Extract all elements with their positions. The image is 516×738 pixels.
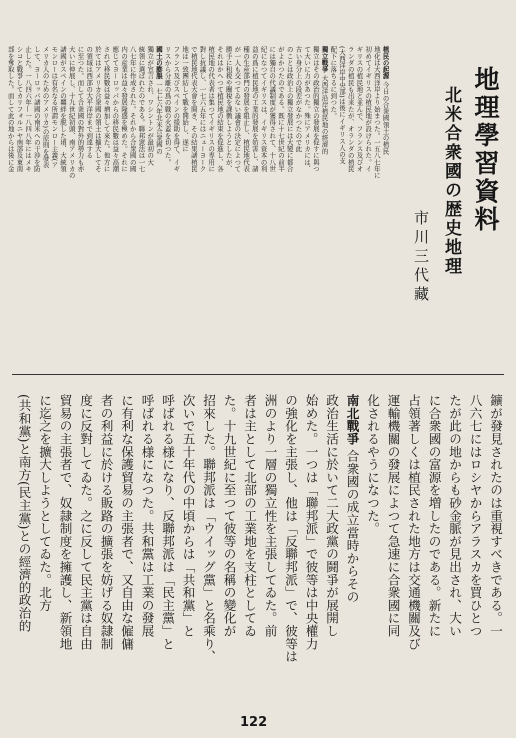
column-text: 一七七六年北米合衆國の	[154, 79, 163, 155]
document-subtitle: 北米合衆國の歴史地理	[441, 86, 461, 276]
text-column: 部を奪取した。而して此の地からは後に金	[6, 46, 15, 172]
section-heading: 植民の起源	[381, 46, 390, 80]
text-column: (大西洋岸中央部)は後にイギリス人の支	[338, 46, 346, 165]
text-column: 於てはアメリカ合衆國の領土は擴大してそ	[93, 46, 102, 172]
text-column: 呼ばれる様になつた。共和黨は工業の發展	[139, 394, 155, 638]
text-column: の領域は西部の大平洋岸まで到達する	[85, 46, 94, 159]
text-column: 次いで五十年代の中頃からは「共和黨」と	[180, 394, 196, 638]
text-column: 占領著しくは植民された地方は交通機關及び	[406, 394, 421, 650]
text-column: 應じてヨーロッパからの移民數は益々高潮	[111, 46, 120, 172]
text-column: に合衆國の富源を増したのである。新たに	[426, 394, 442, 638]
text-column: ランダの植民も出来たが、オランダの植民	[346, 46, 355, 172]
text-column: の強化を主張し、他は「反聯邦派」で、彼等は	[283, 394, 298, 663]
text-column: フランス及びスペインの援助を得て、イギ	[172, 46, 181, 172]
document-title: 地理學習資料	[471, 66, 500, 234]
text-column: 種の生産部門の發展を阻止し、植民地代表	[242, 46, 251, 172]
text-column: 鑛が發見されたのは重視すべきである。一	[488, 394, 503, 638]
text-column: 洲のより一層の獨立性を主張してゐた。前	[262, 394, 278, 638]
text-column: 地化は大西洋岸より始まつた。一五八七年に	[372, 46, 381, 179]
text-column: が一人も交つてゐない議會の決定によつて	[233, 46, 242, 172]
text-column: 獨立が宣言され、ワシントンが最初の大	[146, 46, 155, 166]
top-text-band	[6, 46, 394, 346]
text-column: 大いに伸展し、十九世紀初頭、南アメリカの	[67, 46, 76, 179]
text-column: 勝手に租税や關稅を課徴しようとしたが、	[224, 46, 233, 172]
text-column: 化されるやうになつた。	[365, 394, 380, 535]
section-heading: 國土の膨脹	[154, 46, 163, 80]
text-column: 貿易の主張者で、奴隷制度を擁護し、新領地	[57, 394, 73, 650]
text-column: た。十九世紀に至つて彼等の名稱の變化が	[221, 394, 237, 638]
text-column: 植民地の代表者は集つてイギリスの専用に	[207, 46, 216, 172]
column-text: 今日の合衆國領土の植民	[381, 79, 390, 155]
bottom-text-band	[12, 394, 504, 724]
text-column: ギリスの植民地と並んで、フランス及びオ	[355, 46, 364, 172]
text-column: 八六七にはロシヤからアラスカを買ひとつ	[467, 394, 483, 638]
text-column: 配下に落ちるに到つた。	[329, 46, 338, 119]
text-column: 八七年に作成された。それから合衆國の國	[128, 46, 137, 172]
text-column: 者の利益に於ける販路の擴張を妨げる奴隷制	[98, 394, 114, 650]
text-column: のことは政治上の獨立發展には大變に都合	[285, 46, 294, 172]
text-column: 古い身分上の段差がなかつたので此	[294, 46, 303, 153]
text-column: 呼ばれる様になり、反聯邦派は「民主黨」と	[160, 394, 175, 650]
section-heading: 獨立戰爭	[320, 46, 329, 73]
text-column: 止した。一八四六年—一八四八年にはメキ	[24, 46, 33, 172]
text-column: 内の産業は益々發展隆盛を極めた。それに	[120, 46, 129, 172]
text-column: 運輸機關の發展によつて急速に合衆國に同	[385, 394, 401, 638]
text-column: 者は主として北部の工業地を支柱としてゐ	[242, 394, 257, 638]
text-column: モンローは有名なる所謂モンロー主義(ア	[50, 46, 59, 169]
text-column: に至つた。而して合衆國の對外的勢力も亦	[76, 46, 85, 172]
text-column: それはかへつて植民地の結束を促進し、各	[215, 46, 224, 172]
text-column: 政治生活に於いて二大政黨の鬪爭が展開し	[324, 394, 339, 638]
text-column: たが此の地からも砂金脈が見出され、大い	[447, 394, 462, 638]
text-column: 初めてイギリスの植民地が設けられた。イ	[364, 46, 373, 172]
text-column: 招來した。聯邦派は「ウイッグ黨」と名乘り、	[201, 394, 216, 663]
author-name: 市川三代藏	[412, 210, 430, 305]
text-column: 對し抗議し、一七六五年にはニューヨーク	[198, 46, 207, 172]
text-column: されて移民數は益々増加して來た。他方に	[102, 46, 111, 172]
text-column: 始めた。一つは「聯邦派」で彼等は中央權力	[303, 394, 319, 650]
text-column: て大いに力があつた。殊にアメリカには、	[303, 46, 312, 172]
text-column: がよかつたのである。既に十七世紀の前半	[276, 46, 285, 172]
text-column: に迄之を擴大しようとしてゐた。北方	[37, 394, 52, 612]
text-column	[340, 394, 361, 724]
text-column: 地は一致團結して戰を開始し、遂に	[181, 46, 190, 153]
column-text: 大西洋沿岸植民地の經濟的	[320, 72, 329, 155]
section-divider	[12, 374, 504, 375]
text-column: には獨自の代議制度が獲得されて、十八世	[268, 46, 277, 172]
text-column: 獨立はその政治的獨立の發展を促すに與つ	[311, 46, 320, 172]
text-column: シコと戰爭してカリフォルニヤ南部及東南	[15, 46, 24, 172]
text-column: (共和黨)と南方(民主黨)との經濟的政治的	[16, 394, 32, 633]
text-column: に有利な保護貿易の主張者で、又自由な僱傭	[119, 394, 134, 650]
column-text: 合衆國の成立當時からその	[344, 445, 360, 604]
text-column: 紀になつてイギリスは、イギリス資本の利	[259, 46, 268, 172]
text-column: で植民地代表大會を開き、その結果諸植民	[189, 46, 198, 172]
text-column: リスから分離の爲の戰の火蓋を切つた。	[163, 46, 172, 166]
section-heading: 南北戰爭	[344, 394, 360, 446]
text-column: して、ヨーロッパ諸國の南米への干渉を防	[32, 46, 41, 172]
text-column: 度に反對してゐた。之に反して民主黨は自由	[78, 394, 93, 650]
page-number: 122	[240, 715, 268, 730]
text-column	[381, 46, 394, 346]
text-column: 諸國がスペインの覊絆を脱した頃、大統領	[59, 46, 67, 172]
text-column: 益の爲に植民地の工業的發展を妨害し、諸	[250, 46, 259, 172]
text-column: メリカ人のためのアメリカ)の原則を發表	[41, 46, 50, 169]
text-column: 統領に選ばれたのである。聯邦憲法は一七	[137, 46, 146, 172]
